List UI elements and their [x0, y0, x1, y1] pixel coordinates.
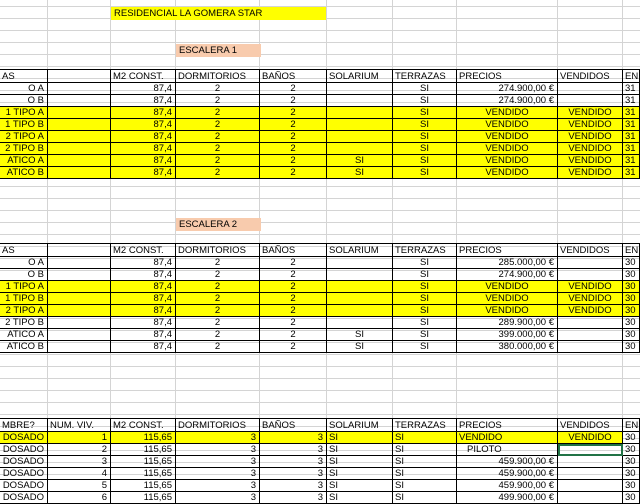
cell-vendidos[interactable] — [558, 444, 623, 456]
table-row — [0, 257, 640, 269]
table-row — [0, 119, 640, 131]
cell-solarium[interactable]: SI — [327, 480, 393, 492]
cell-dormitorios[interactable]: 2 — [176, 107, 260, 119]
grid-row-line — [0, 378, 640, 379]
header-solarium[interactable]: SOLARIUM — [327, 69, 393, 83]
cell-dormitorios[interactable]: 2 — [176, 281, 260, 293]
grid-row-line — [0, 186, 640, 187]
cell-en[interactable]: 30 — [623, 317, 640, 329]
cell-num-viv[interactable] — [48, 155, 111, 167]
cell-solarium[interactable]: SI — [327, 456, 393, 468]
cell-num-viv[interactable] — [48, 119, 111, 131]
cell-vendidos[interactable]: VENDIDO — [558, 305, 623, 317]
header-num-viv[interactable] — [48, 243, 111, 257]
cell-dormitorios[interactable]: 3 — [176, 456, 260, 468]
cell-vendidos[interactable] — [558, 317, 623, 329]
cell-num-viv[interactable]: 1 — [48, 432, 111, 444]
cell-solarium[interactable] — [327, 293, 393, 305]
table-row — [0, 95, 640, 107]
table-row — [0, 107, 640, 119]
cell-solarium[interactable] — [327, 131, 393, 143]
grid-row-line — [0, 198, 640, 199]
cell-solarium[interactable] — [327, 119, 393, 131]
cell-vendidos[interactable] — [558, 468, 623, 480]
cell-dormitorios[interactable]: 2 — [176, 341, 260, 353]
cell-terrazas[interactable]: SI — [393, 107, 457, 119]
cell-dormitorios[interactable]: 3 — [176, 468, 260, 480]
table-row — [0, 480, 640, 492]
header-name[interactable]: MBRE? — [0, 418, 48, 432]
cell-banos[interactable]: 2 — [260, 269, 327, 281]
grid-row-line — [0, 54, 640, 55]
table-row — [0, 444, 640, 456]
cell-m2[interactable]: 115,65 — [111, 432, 176, 444]
cell-dormitorios[interactable]: 2 — [176, 293, 260, 305]
cell-num-viv[interactable] — [48, 329, 111, 341]
header-en[interactable]: EN — [625, 71, 639, 82]
cell-vendidos[interactable] — [558, 492, 623, 504]
escalera-2-label: ESCALERA 2 — [176, 218, 261, 231]
cell-precios[interactable]: VENDIDO — [457, 167, 558, 179]
cell-terrazas[interactable]: SI — [393, 456, 457, 468]
cell-name[interactable]: ATICO A — [0, 155, 48, 167]
cell-banos[interactable]: 3 — [260, 492, 327, 504]
cell-banos[interactable]: 3 — [260, 480, 327, 492]
cell-dormitorios[interactable]: 2 — [176, 155, 260, 167]
cell-num-viv[interactable]: 6 — [48, 492, 111, 504]
table-row — [0, 492, 640, 504]
cell-vendidos[interactable]: VENDIDO — [558, 432, 623, 444]
table-row — [0, 317, 640, 329]
header-solarium[interactable]: SOLARIUM — [327, 243, 393, 257]
cell-name[interactable]: O A — [0, 83, 48, 95]
cell-name[interactable]: DOSADO — [0, 432, 48, 444]
sheet-title: RESIDENCIAL LA GOMERA STAR — [111, 7, 326, 20]
cell-num-viv[interactable] — [48, 143, 111, 155]
cell-terrazas[interactable]: SI — [393, 317, 457, 329]
grid-row-line — [0, 366, 640, 367]
cell-m2[interactable]: 115,65 — [111, 444, 176, 456]
cell-banos[interactable]: 2 — [260, 305, 327, 317]
cell-vendidos[interactable]: VENDIDO — [558, 293, 623, 305]
cell-precios[interactable]: 499.900,00 € — [457, 492, 558, 504]
grid-row-line — [0, 210, 640, 211]
cell-terrazas[interactable]: SI — [393, 281, 457, 293]
cell-dormitorios[interactable]: 2 — [176, 131, 260, 143]
header-precios[interactable]: PRECIOS — [457, 69, 558, 83]
cell-solarium[interactable]: SI — [327, 155, 393, 167]
cell-solarium[interactable]: SI — [327, 492, 393, 504]
grid-row-line — [0, 66, 640, 67]
cell-dormitorios[interactable]: 2 — [176, 317, 260, 329]
cell-banos[interactable]: 2 — [260, 167, 327, 179]
cell-num-viv[interactable]: 3 — [48, 456, 111, 468]
cell-en[interactable]: 30 — [623, 468, 640, 480]
header-vendidos[interactable]: VENDIDOS — [558, 243, 623, 257]
cell-name[interactable]: DOSADO — [0, 480, 48, 492]
cell-name[interactable]: ATICO A — [0, 329, 48, 341]
header-terrazas[interactable]: TERRAZAS — [393, 69, 457, 83]
cell-num-viv[interactable] — [48, 131, 111, 143]
cell-precios[interactable]: 380.000,00 € — [457, 341, 558, 353]
cell-num-viv[interactable] — [48, 269, 111, 281]
grid-row-line — [0, 234, 640, 235]
header-vendidos[interactable]: VENDIDOS — [558, 69, 623, 83]
cell-vendidos[interactable]: VENDIDO — [558, 143, 623, 155]
cell-vendidos[interactable]: VENDIDO — [558, 155, 623, 167]
header-num-viv[interactable] — [48, 69, 111, 83]
header-precios[interactable]: PRECIOS — [457, 418, 558, 432]
cell-banos[interactable]: 2 — [260, 257, 327, 269]
cell-dormitorios[interactable]: 3 — [176, 432, 260, 444]
grid-row-line — [0, 354, 640, 355]
header-solarium[interactable]: SOLARIUM — [327, 418, 393, 432]
cell-banos[interactable]: 2 — [260, 341, 327, 353]
cell-terrazas[interactable]: SI — [393, 293, 457, 305]
cell-solarium[interactable] — [327, 107, 393, 119]
cell-m2[interactable]: 87,4 — [111, 143, 176, 155]
cell-m2[interactable]: 87,4 — [111, 167, 176, 179]
header-m2[interactable]: M2 CONST. — [111, 69, 176, 83]
cell-m2[interactable]: 87,4 — [111, 107, 176, 119]
cell-precios[interactable]: VENDIDO — [457, 281, 558, 293]
cell-num-viv[interactable] — [48, 305, 111, 317]
cell-num-viv[interactable] — [48, 107, 111, 119]
cell-m2[interactable]: 87,4 — [111, 131, 176, 143]
cell-banos[interactable]: 2 — [260, 293, 327, 305]
cell-vendidos[interactable] — [558, 257, 623, 269]
adosados-table — [0, 418, 640, 504]
cell-en[interactable]: 30 — [623, 305, 640, 317]
cell-precios[interactable]: 459.900,00 € — [457, 480, 558, 492]
cell-name[interactable]: DOSADO — [0, 492, 48, 504]
cell-name[interactable]: O B — [0, 269, 48, 281]
grid-row-line — [0, 414, 640, 415]
cell-terrazas[interactable]: SI — [393, 167, 457, 179]
cell-vendidos[interactable]: VENDIDO — [558, 131, 623, 143]
cell-en[interactable]: 31 — [623, 131, 640, 143]
cell-num-viv[interactable] — [48, 167, 111, 179]
cell-m2[interactable]: 115,65 — [111, 492, 176, 504]
cell-num-viv[interactable] — [48, 257, 111, 269]
cell-banos[interactable]: 2 — [260, 143, 327, 155]
cell-en[interactable]: 31 — [623, 143, 640, 155]
header-dormitorios[interactable]: DORMITORIOS — [176, 69, 260, 83]
cell-en[interactable]: 30 — [623, 432, 640, 444]
cell-solarium[interactable]: SI — [327, 444, 393, 456]
escalera-1-label: ESCALERA 1 — [176, 44, 261, 57]
cell-vendidos[interactable]: VENDIDO — [558, 167, 623, 179]
header-precios[interactable]: PRECIOS — [457, 243, 558, 257]
cell-vendidos[interactable] — [558, 456, 623, 468]
cell-precios[interactable]: 399.000,00 € — [457, 329, 558, 341]
cell-en[interactable]: 30 — [623, 444, 640, 456]
cell-num-viv[interactable] — [48, 83, 111, 95]
cell-vendidos[interactable]: VENDIDO — [558, 119, 623, 131]
cell-num-viv[interactable] — [48, 293, 111, 305]
table-header-row — [0, 243, 640, 257]
cell-solarium[interactable]: SI — [327, 329, 393, 341]
cell-solarium[interactable] — [327, 257, 393, 269]
header-terrazas[interactable]: TERRAZAS — [393, 418, 457, 432]
cell-dormitorios[interactable]: 2 — [176, 269, 260, 281]
cell-banos[interactable]: 3 — [260, 456, 327, 468]
table-row — [0, 83, 640, 95]
cell-name[interactable]: DOSADO — [0, 456, 48, 468]
cell-solarium[interactable] — [327, 317, 393, 329]
cell-m2[interactable]: 115,65 — [111, 456, 176, 468]
cell-dormitorios[interactable]: 2 — [176, 257, 260, 269]
cell-solarium[interactable]: SI — [327, 468, 393, 480]
cell-name[interactable]: DOSADO — [0, 468, 48, 480]
table-row — [0, 329, 640, 341]
grid-row-line — [0, 42, 640, 43]
cell-name[interactable]: 1 TIPO B — [0, 293, 48, 305]
cell-precios[interactable]: 274.900,00 € — [457, 269, 558, 281]
header-vendidos[interactable]: VENDIDOS — [558, 418, 623, 432]
cell-precios[interactable]: VENDIDO — [457, 119, 558, 131]
header-m2[interactable]: M2 CONST. — [111, 418, 176, 432]
cell-m2[interactable]: 115,65 — [111, 468, 176, 480]
grid-row-line — [0, 222, 640, 223]
table-row — [0, 155, 640, 167]
header-en[interactable]: EN — [625, 245, 639, 256]
header-banos[interactable]: BAÑOS — [260, 69, 327, 83]
table-row — [0, 167, 640, 179]
cell-dormitorios[interactable]: 2 — [176, 95, 260, 107]
cell-terrazas[interactable]: SI — [393, 95, 457, 107]
cell-m2[interactable]: 87,4 — [111, 341, 176, 353]
cell-precios[interactable]: VENDIDO — [457, 305, 558, 317]
cell-en[interactable]: 31 — [623, 107, 640, 119]
cell-vendidos[interactable] — [558, 95, 623, 107]
header-banos[interactable]: BAÑOS — [260, 418, 327, 432]
cell-vendidos[interactable] — [558, 480, 623, 492]
cell-terrazas[interactable]: SI — [393, 341, 457, 353]
cell-banos[interactable]: 2 — [260, 83, 327, 95]
table-row — [0, 305, 640, 317]
cell-en[interactable]: 30 — [623, 293, 640, 305]
cell-m2[interactable]: 87,4 — [111, 95, 176, 107]
cell-precios[interactable]: 274.900,00 € — [457, 95, 558, 107]
cell-en[interactable]: 31 — [623, 83, 640, 95]
cell-name[interactable]: 2 TIPO B — [0, 143, 48, 155]
cell-solarium[interactable] — [327, 281, 393, 293]
cell-vendidos[interactable] — [558, 83, 623, 95]
cell-precios[interactable]: VENDIDO — [457, 107, 558, 119]
cell-name[interactable]: O B — [0, 95, 48, 107]
header-dormitorios[interactable]: DORMITORIOS — [176, 243, 260, 257]
cell-terrazas[interactable]: SI — [393, 143, 457, 155]
cell-num-viv[interactable] — [48, 95, 111, 107]
cell-banos[interactable]: 3 — [260, 444, 327, 456]
header-terrazas[interactable]: TERRAZAS — [393, 243, 457, 257]
cell-banos[interactable]: 3 — [260, 468, 327, 480]
cell-terrazas[interactable]: SI — [393, 444, 457, 456]
table-row — [0, 341, 640, 353]
cell-m2[interactable]: 87,4 — [111, 305, 176, 317]
cell-solarium[interactable] — [327, 95, 393, 107]
cell-solarium[interactable] — [327, 269, 393, 281]
cell-num-viv[interactable]: 4 — [48, 468, 111, 480]
cell-en[interactable]: 31 — [623, 95, 640, 107]
cell-terrazas[interactable]: SI — [393, 269, 457, 281]
cell-name[interactable]: 2 TIPO A — [0, 131, 48, 143]
cell-precios[interactable]: 459.900,00 € — [457, 468, 558, 480]
cell-precios[interactable]: VENDIDO — [457, 131, 558, 143]
cell-dormitorios[interactable]: 2 — [176, 329, 260, 341]
table-row — [0, 281, 640, 293]
cell-name[interactable]: 1 TIPO A — [0, 281, 48, 293]
cell-banos[interactable]: 2 — [260, 107, 327, 119]
cell-terrazas[interactable]: SI — [393, 492, 457, 504]
grid-row-line — [0, 30, 640, 31]
cell-solarium[interactable]: SI — [327, 341, 393, 353]
header-name[interactable]: AS — [0, 243, 48, 257]
cell-dormitorios[interactable]: 3 — [176, 444, 260, 456]
cell-name[interactable]: O A — [0, 257, 48, 269]
cell-vendidos[interactable]: VENDIDO — [558, 107, 623, 119]
cell-m2[interactable]: 87,4 — [111, 269, 176, 281]
table-row — [0, 468, 640, 480]
cell-banos[interactable]: 2 — [260, 95, 327, 107]
table-header-row — [0, 418, 640, 432]
cell-m2[interactable]: 87,4 — [111, 317, 176, 329]
cell-num-viv[interactable]: 2 — [48, 444, 111, 456]
cell-en[interactable]: 30 — [623, 257, 640, 269]
cell-terrazas[interactable]: SI — [393, 329, 457, 341]
cell-solarium[interactable] — [327, 83, 393, 95]
table-row — [0, 143, 640, 155]
cell-vendidos[interactable] — [558, 269, 623, 281]
header-name[interactable]: AS — [0, 69, 48, 83]
cell-terrazas[interactable]: SI — [393, 131, 457, 143]
cell-m2[interactable]: 87,4 — [111, 281, 176, 293]
cell-terrazas[interactable]: SI — [393, 257, 457, 269]
cell-en[interactable]: 31 — [623, 167, 640, 179]
cell-banos[interactable]: 2 — [260, 155, 327, 167]
header-m2[interactable]: M2 CONST. — [111, 243, 176, 257]
cell-en[interactable]: 31 — [623, 155, 640, 167]
cell-num-viv[interactable] — [48, 317, 111, 329]
cell-en[interactable]: 30 — [623, 492, 640, 504]
cell-name[interactable]: 1 TIPO A — [0, 107, 48, 119]
cell-m2[interactable]: 115,65 — [111, 480, 176, 492]
cell-precios[interactable]: 274.900,00 € — [457, 83, 558, 95]
cell-dormitorios[interactable]: 3 — [176, 492, 260, 504]
cell-name[interactable]: 1 TIPO B — [0, 119, 48, 131]
cell-terrazas[interactable]: SI — [393, 468, 457, 480]
cell-m2[interactable]: 87,4 — [111, 293, 176, 305]
cell-en[interactable]: 30 — [623, 329, 640, 341]
table-row — [0, 456, 640, 468]
cell-precios[interactable]: 459.900,00 € — [457, 456, 558, 468]
cell-precios[interactable]: 285.000,00 € — [457, 257, 558, 269]
cell-en[interactable]: 30 — [623, 269, 640, 281]
table-row — [0, 293, 640, 305]
cell-dormitorios[interactable]: 2 — [176, 143, 260, 155]
header-en[interactable]: EN — [625, 420, 639, 431]
cell-terrazas[interactable]: SI — [393, 119, 457, 131]
cell-solarium[interactable] — [327, 143, 393, 155]
cell-en[interactable]: 30 — [623, 480, 640, 492]
cell-precios[interactable]: VENDIDO — [457, 293, 558, 305]
cell-banos[interactable]: 2 — [260, 131, 327, 143]
cell-banos[interactable]: 2 — [260, 317, 327, 329]
cell-precios[interactable]: 289.900,00 € — [457, 317, 558, 329]
cell-vendidos[interactable] — [558, 329, 623, 341]
escalera-2-table — [0, 243, 640, 353]
cell-name[interactable]: DOSADO — [0, 444, 48, 456]
cell-dormitorios[interactable]: 2 — [176, 119, 260, 131]
cell-precios[interactable]: PILOTO — [457, 444, 558, 456]
cell-solarium[interactable]: SI — [327, 432, 393, 444]
cell-terrazas[interactable]: SI — [393, 432, 457, 444]
cell-dormitorios[interactable]: 2 — [176, 167, 260, 179]
cell-en[interactable]: 31 — [623, 119, 640, 131]
cell-num-viv[interactable] — [48, 281, 111, 293]
cell-name[interactable]: ATICO B — [0, 341, 48, 353]
cell-solarium[interactable] — [327, 305, 393, 317]
cell-vendidos[interactable]: VENDIDO — [558, 281, 623, 293]
cell-m2[interactable]: 87,4 — [111, 119, 176, 131]
table-row — [0, 269, 640, 281]
cell-precios[interactable]: VENDIDO — [457, 155, 558, 167]
cell-banos[interactable]: 2 — [260, 329, 327, 341]
cell-en[interactable]: 30 — [623, 341, 640, 353]
table-header-row — [0, 69, 640, 83]
cell-precios[interactable]: VENDIDO — [457, 143, 558, 155]
cell-banos[interactable]: 2 — [260, 119, 327, 131]
cell-num-viv[interactable]: 5 — [48, 480, 111, 492]
cell-vendidos[interactable] — [558, 341, 623, 353]
cell-dormitorios[interactable]: 3 — [176, 480, 260, 492]
cell-m2[interactable]: 87,4 — [111, 257, 176, 269]
cell-precios[interactable]: VENDIDO — [457, 432, 558, 444]
cell-dormitorios[interactable]: 2 — [176, 305, 260, 317]
cell-m2[interactable]: 87,4 — [111, 329, 176, 341]
cell-terrazas[interactable]: SI — [393, 305, 457, 317]
cell-banos[interactable]: 2 — [260, 281, 327, 293]
cell-terrazas[interactable]: SI — [393, 480, 457, 492]
header-num-viv[interactable]: NUM. VIV. — [48, 418, 111, 432]
cell-name[interactable]: 2 TIPO A — [0, 305, 48, 317]
cell-m2[interactable]: 87,4 — [111, 155, 176, 167]
header-dormitorios[interactable]: DORMITORIOS — [176, 418, 260, 432]
cell-terrazas[interactable]: SI — [393, 83, 457, 95]
table-row — [0, 131, 640, 143]
cell-dormitorios[interactable]: 2 — [176, 83, 260, 95]
cell-en[interactable]: 30 — [623, 456, 640, 468]
cell-name[interactable]: ATICO B — [0, 167, 48, 179]
cell-terrazas[interactable]: SI — [393, 155, 457, 167]
table-row — [0, 432, 640, 444]
cell-name[interactable]: 2 TIPO B — [0, 317, 48, 329]
header-banos[interactable]: BAÑOS — [260, 243, 327, 257]
cell-banos[interactable]: 3 — [260, 432, 327, 444]
grid-row-line — [0, 390, 640, 391]
cell-m2[interactable]: 87,4 — [111, 83, 176, 95]
grid-row-line — [0, 402, 640, 403]
escalera-1-table — [0, 69, 640, 179]
cell-en[interactable]: 30 — [623, 281, 640, 293]
cell-num-viv[interactable] — [48, 341, 111, 353]
cell-solarium[interactable]: SI — [327, 167, 393, 179]
